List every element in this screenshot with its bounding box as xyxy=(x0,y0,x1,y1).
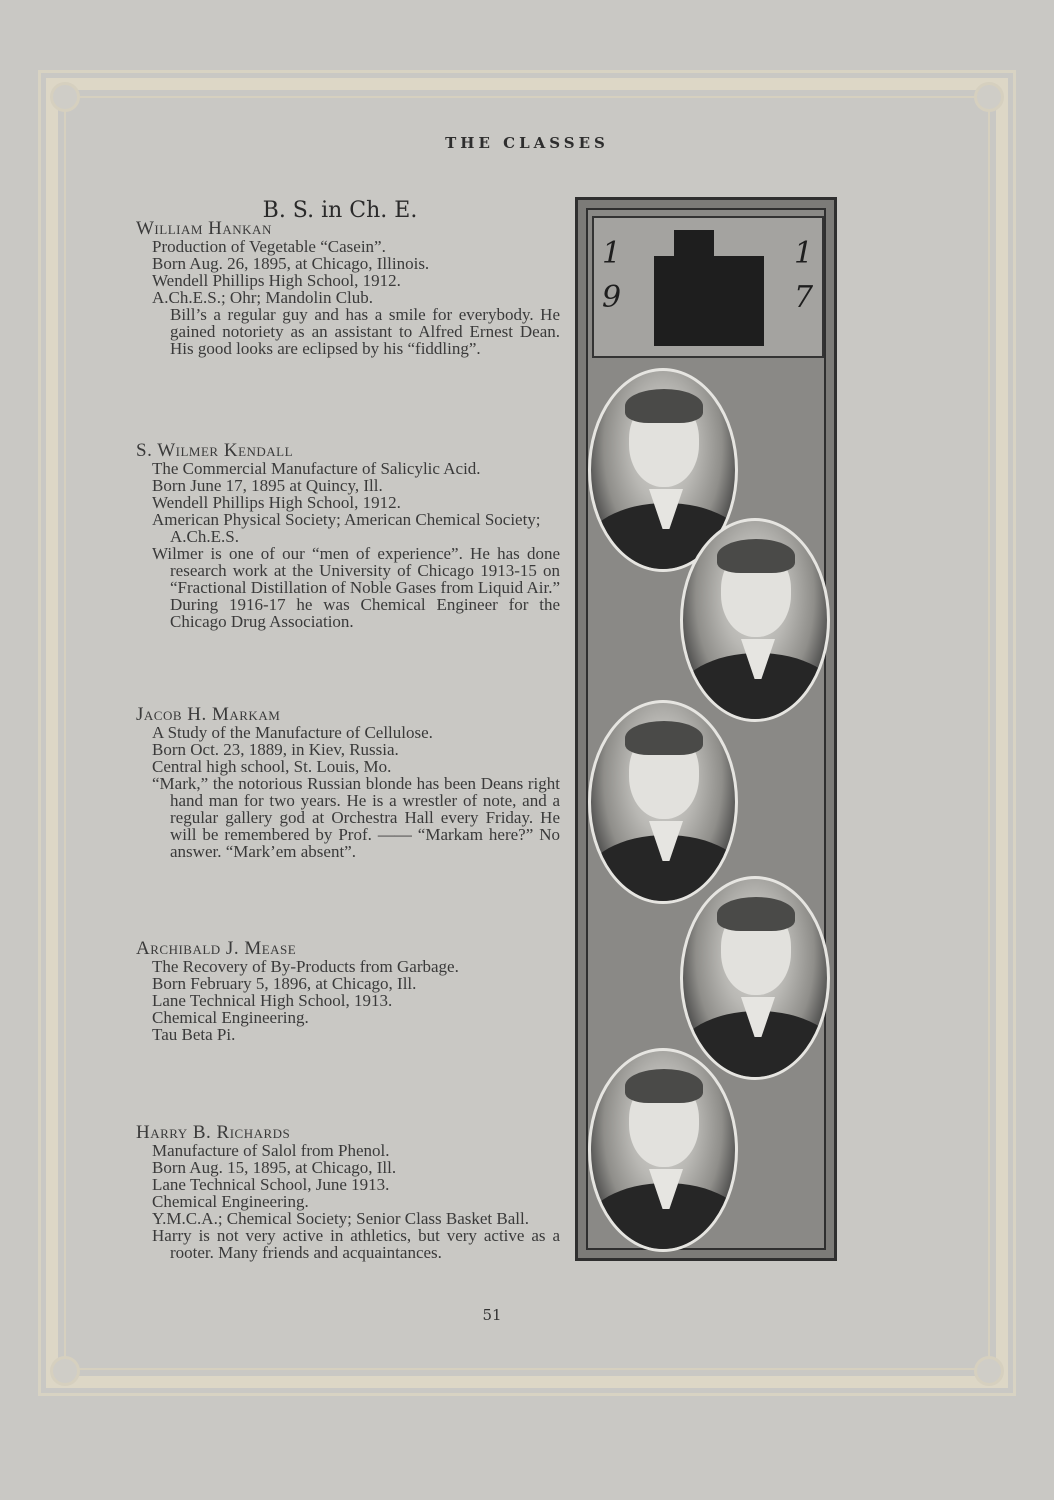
thesis-title: A Study of the Manufacture of Cellulose. xyxy=(152,723,433,742)
panel-header-illustration xyxy=(592,216,824,358)
student-bio: Wilmer is one of our “men of experience”. He has done research work at the University of Chicago 1913-15 on “Fractional Distillation of Noble Gases from Liquid Air.” During 1916-17 he was Chemical Engineer for the Chicago Drug Association. xyxy=(152,544,560,631)
school-info: Lane Technical School, June 1913. xyxy=(152,1175,390,1194)
course-info: Chemical Engineering. xyxy=(152,1192,309,1211)
birth-info: Born February 5, 1896, at Chicago, Ill. xyxy=(152,974,417,993)
portrait-photo xyxy=(680,518,830,722)
student-entry xyxy=(136,220,560,357)
corner-ornament-top-right xyxy=(974,82,1004,112)
year-digit: 1 xyxy=(602,236,622,271)
birth-info: Born June 17, 1895 at Quincy, Ill. xyxy=(152,476,383,495)
student-entry xyxy=(136,1124,560,1261)
building-illustration xyxy=(654,256,764,346)
portrait-photo xyxy=(680,876,830,1080)
school-info: Wendell Phillips High School, 1912. xyxy=(152,493,401,512)
school-info: Lane Technical High School, 1913. xyxy=(152,991,393,1010)
running-head: THE CLASSES xyxy=(445,134,609,152)
thesis-title: Manufacture of Salol from Phenol. xyxy=(152,1141,390,1160)
year-digit: 9 xyxy=(602,280,622,315)
portrait-panel xyxy=(575,197,837,1261)
activities: Y.M.C.A.; Chemical Society; Senior Class Basket Ball. xyxy=(152,1209,529,1228)
student-entry xyxy=(136,706,560,860)
student-entry xyxy=(136,442,560,630)
student-name: William Hankan xyxy=(136,218,272,239)
corner-ornament-bottom-right xyxy=(974,1356,1004,1386)
year-digit: 7 xyxy=(794,280,814,315)
birth-info: Born Aug. 26, 1895, at Chicago, Illinois. xyxy=(152,254,430,273)
birth-info: Born Aug. 15, 1895, at Chicago, Ill. xyxy=(152,1158,397,1177)
section-title: B. S. in Ch. E. xyxy=(262,198,418,223)
thesis-title: Production of Vegetable “Casein”. xyxy=(152,237,386,256)
corner-ornament-top-left xyxy=(50,82,80,112)
student-name: S. Wilmer Kendall xyxy=(136,440,294,461)
activities-continued: A.Ch.E.S. xyxy=(170,527,239,546)
birth-info: Born Oct. 23, 1889, in Kiev, Russia. xyxy=(152,740,399,759)
student-bio: Bill’s a regular guy and has a smile for everybody. He gained notoriety as an assistant to Alfred Ernest Dean. His good looks are eclipsed by his “fiddling”. xyxy=(170,305,560,358)
portrait-photo xyxy=(588,700,738,904)
page-number: 51 xyxy=(482,1306,502,1324)
thesis-title: The Commercial Manufacture of Salicylic Acid. xyxy=(152,459,481,478)
student-name: Harry B. Richards xyxy=(136,1122,291,1143)
activities: A.Ch.E.S.; Ohr; Mandolin Club. xyxy=(152,288,374,307)
student-bio: Harry is not very active in athletics, but very active as a rooter. Many friends and acquaintances. xyxy=(152,1226,560,1262)
activities: Tau Beta Pi. xyxy=(152,1025,236,1044)
student-name: Archibald J. Mease xyxy=(136,938,297,959)
year-digit: 1 xyxy=(794,236,814,271)
student-entry xyxy=(136,940,560,1043)
student-name: Jacob H. Markam xyxy=(136,704,281,725)
school-info: Central high school, St. Louis, Mo. xyxy=(152,757,392,776)
school-info: Wendell Phillips High School, 1912. xyxy=(152,271,401,290)
corner-ornament-bottom-left xyxy=(50,1356,80,1386)
course-info: Chemical Engineering. xyxy=(152,1008,309,1027)
activities: American Physical Society; American Chemical Society; xyxy=(152,510,541,529)
student-bio: “Mark,” the notorious Russian blonde has been Deans right hand man for two years. He is a wrestler of note, and a regular gallery god at Orchestra Hall every Friday. He will be remembered by Prof. —— “Markam here?” No answer. “Mark’em absent”. xyxy=(152,774,560,861)
portrait-photo xyxy=(588,1048,738,1252)
thesis-title: The Recovery of By-Products from Garbage. xyxy=(152,957,459,976)
